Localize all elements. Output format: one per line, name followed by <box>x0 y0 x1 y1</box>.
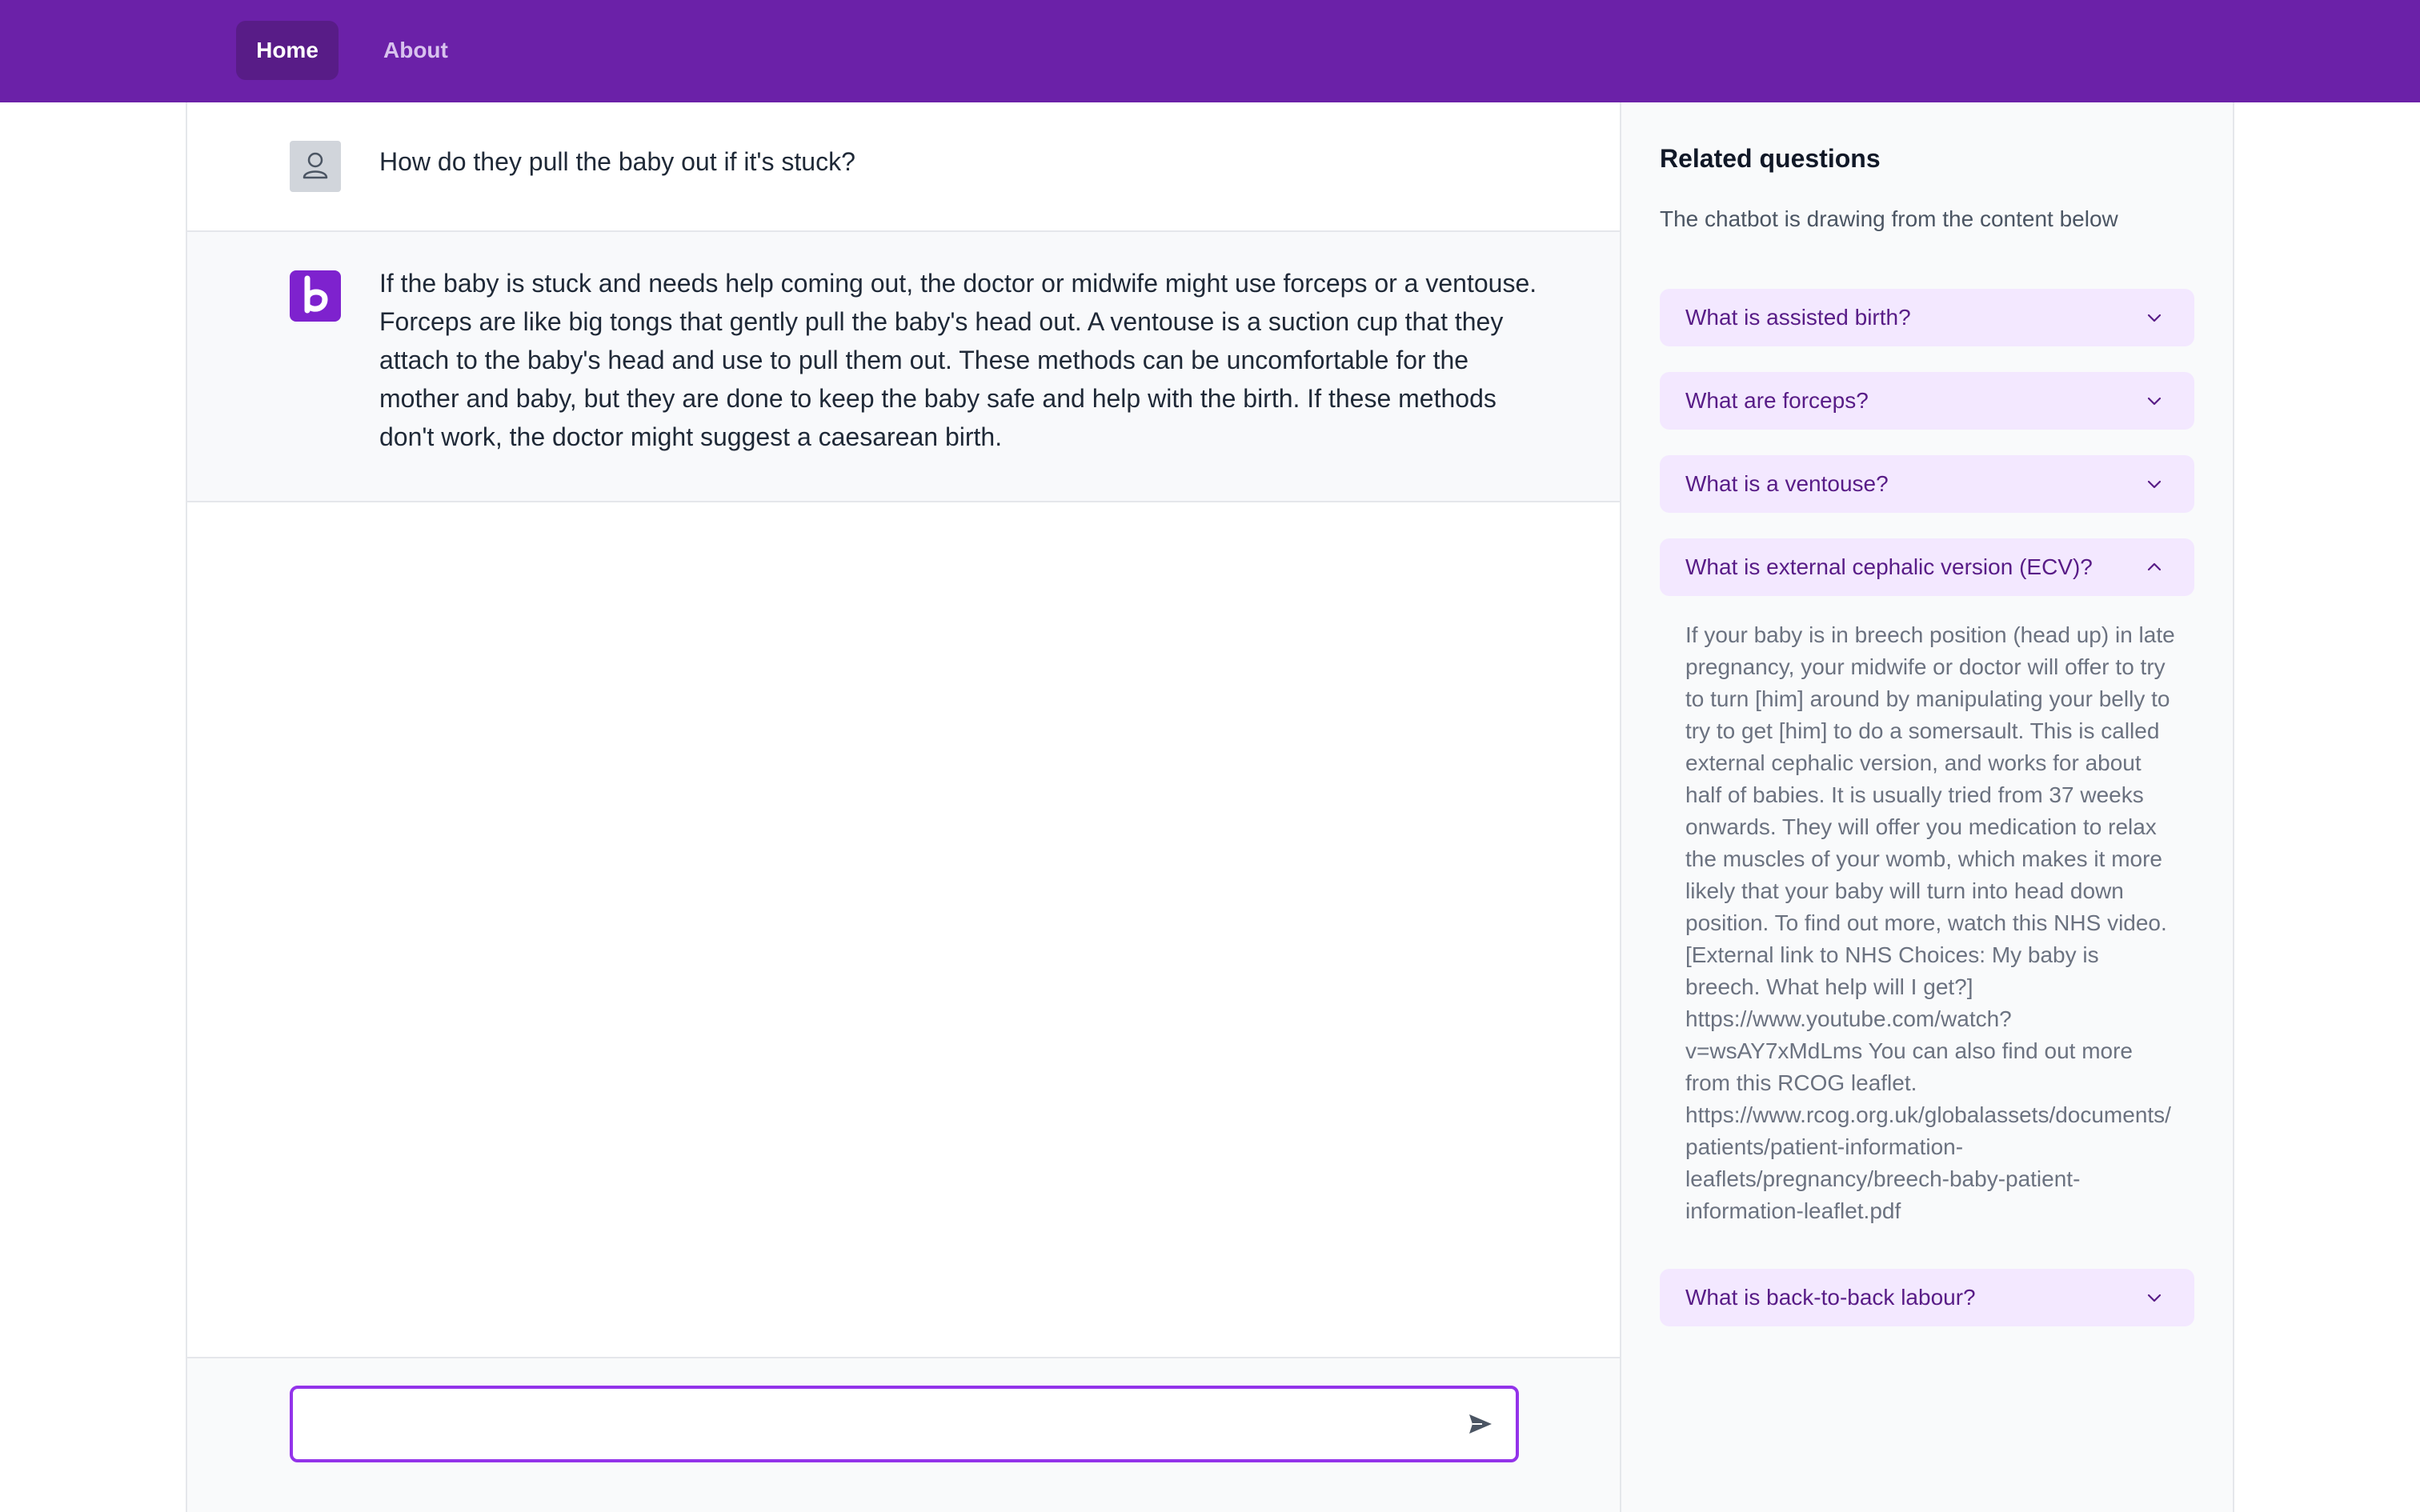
chevron-up-icon <box>2145 558 2164 577</box>
sidebar-subtitle: The chatbot is drawing from the content below <box>1660 206 2118 231</box>
bot-message <box>187 232 1620 502</box>
accordion-item[interactable] <box>1660 289 2194 346</box>
user-message-text: How do they pull the baby out if it's stuck? <box>379 147 855 176</box>
related-questions-sidebar <box>1621 102 2234 1512</box>
chat-input[interactable] <box>290 1386 1519 1462</box>
accordion-item[interactable] <box>1660 1269 2194 1326</box>
accordion-answer: If your baby is in breech position (head up) in late pregnancy, your midwife or doctor will offer to try to turn [him] around by manipulating your belly to try to get [him] to do a somersault. This is called external cephalic version, and works for about half of babies. It is usually tried from 37 weeks onwards. They will offer you medication to relax the muscles of your womb, which makes it more likely that your baby will turn into head down position. To find out more, watch this NHS video. [External link to NHS Choices: My baby is breech. What help will I get?] https://www.youtube.com/watch?v=wsAY7xMdLms You can also find out more from this RCOG leaflet. https://www.rcog.org.uk/globalassets/documents/patients/patient-information-leaflets/pregnancy/breech-baby-patient-information-leaflet.pdf <box>1685 622 2175 1223</box>
chevron-down-icon <box>2145 391 2164 410</box>
nav-home-link[interactable]: Home <box>236 21 339 80</box>
chat-panel <box>186 102 1621 1512</box>
send-icon[interactable] <box>1464 1408 1496 1440</box>
chevron-down-icon <box>2145 474 2164 494</box>
nav-about-link[interactable]: About <box>383 38 448 62</box>
user-icon <box>290 141 341 192</box>
composer <box>187 1357 1620 1512</box>
bot-message-text: If the baby is stuck and needs help coming out, the doctor or midwife might use forceps or a ventouse. Forceps are like big tongs that gently pull the baby's head out. A ventouse is a suction cup that they attach to the baby's head and use to pull them out. These methods can be uncomfortable for the mother and baby, but they are done to keep the baby safe and help with the birth. If these methods don't work, the doctor might suggest a caesarean birth. <box>379 269 1537 451</box>
user-message <box>187 102 1620 232</box>
accordion-label: What are forceps? <box>1685 388 1869 413</box>
accordion-item[interactable] <box>1660 372 2194 430</box>
accordion-label: What is a ventouse? <box>1685 471 1889 496</box>
top-nav <box>0 0 2420 102</box>
accordion-item-expanded[interactable] <box>1660 538 2194 596</box>
bot-logo-icon <box>290 270 341 322</box>
sidebar-title: Related questions <box>1660 144 1881 173</box>
chevron-down-icon <box>2145 1288 2164 1307</box>
chevron-down-icon <box>2145 308 2164 327</box>
accordion-label: What is external cephalic version (ECV)? <box>1685 554 2093 579</box>
accordion-item[interactable] <box>1660 455 2194 513</box>
accordion-label: What is assisted birth? <box>1685 305 1911 330</box>
accordion-label: What is back-to-back labour? <box>1685 1285 1976 1310</box>
